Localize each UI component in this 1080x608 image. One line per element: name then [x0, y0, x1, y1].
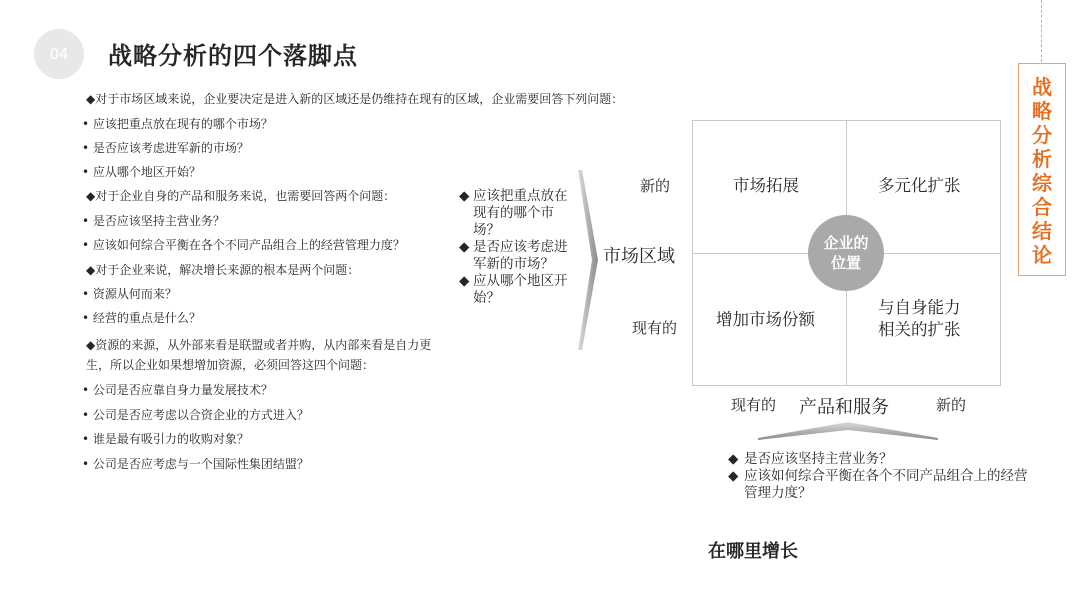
product-question-1: • 是否应该坚持主营业务？ — [82, 214, 225, 228]
callout-item-text: 应该把重点放在现有的哪个市场？ — [473, 188, 568, 238]
callout-item-text: 应该如何综合平衡在各个不同产品组合上的经营管理力度？ — [744, 468, 1028, 501]
resource-question-3: • 谁是最有吸引力的收购对象？ — [82, 432, 249, 446]
resource-question-2: • 公司是否应考虑以合资企业的方式进入？ — [82, 408, 309, 422]
x-axis-left-label: 现有的 — [731, 396, 777, 414]
market-question-3: • 应从哪个地区开始？ — [82, 165, 201, 179]
callout-item — [728, 468, 1028, 502]
growth-question-2: • 经营的重点是什么？ — [82, 311, 201, 325]
callout-item — [728, 451, 1028, 468]
side-label-connector — [1041, 0, 1042, 62]
market-questions-callout — [459, 188, 579, 307]
diamond-bullet-icon: ◆ — [728, 468, 739, 484]
resource-question-1: • 公司是否应靠自身力量发展技术？ — [82, 383, 273, 397]
x-axis-label: 产品和服务 — [799, 397, 889, 418]
side-label-text: 战略分析综合结论 — [1032, 75, 1052, 267]
diagram-caption: 在哪里增长 — [708, 541, 798, 562]
chevron-pointer-icon — [578, 170, 600, 350]
cell-market-share: 增加市场份额 — [716, 310, 815, 329]
callout-item — [459, 239, 579, 273]
diamond-bullet-icon: ◆ — [459, 273, 470, 289]
page-title: 战略分析的四个落脚点 — [108, 42, 358, 70]
resource-question-4: • 公司是否应考虑与一个国际性集团结盟？ — [82, 457, 309, 471]
growth-intro: ◆对于企业来说，解决增长来源的根本是两个问题： — [86, 263, 360, 277]
product-question-2: • 应该如何综合平衡在各个不同产品组合上的经营管理力度？ — [82, 238, 405, 252]
cell-diversification: 多元化扩张 — [878, 176, 961, 195]
section-number-badge: 04 — [34, 29, 84, 79]
company-position-circle — [808, 215, 884, 291]
y-axis-bottom-label: 现有的 — [632, 319, 678, 337]
market-question-2: • 是否应该考虑进军新的市场？ — [82, 141, 249, 155]
cell-market-expansion: 市场拓展 — [733, 176, 799, 195]
callout-item-text: 是否应该考虑进军新的市场？ — [473, 239, 568, 272]
market-question-1: • 应该把重点放在现有的哪个市场？ — [82, 117, 273, 131]
company-position-line2: 位置 — [830, 254, 861, 272]
cell-related-expansion — [878, 297, 961, 341]
wedge-pointer-icon — [758, 420, 938, 442]
product-intro: ◆对于企业自身的产品和服务来说，也需要回答两个问题： — [86, 189, 396, 203]
diamond-bullet-icon: ◆ — [728, 451, 739, 467]
company-position-line1: 企业的 — [823, 234, 869, 252]
product-questions-callout — [728, 451, 1028, 502]
cell-related-expansion-line2: 相关的扩张 — [878, 320, 961, 339]
cell-related-expansion-line1: 与自身能力 — [878, 298, 961, 317]
y-axis-label: 市场区域 — [603, 246, 675, 267]
growth-question-1: • 资源从何而来？ — [82, 287, 177, 301]
callout-item-text: 应从哪个地区开始？ — [473, 273, 568, 306]
resource-intro: ◆资源的来源，从外部来看是联盟或者并购，从内部来看是自力更生，所以企业如果想增加资源，必须回答这四个问题： — [86, 338, 432, 372]
side-label-box — [1018, 63, 1066, 276]
diamond-bullet-icon: ◆ — [459, 188, 470, 204]
diamond-bullet-icon: ◆ — [459, 239, 470, 255]
callout-item — [459, 273, 579, 307]
callout-item — [459, 188, 579, 239]
y-axis-top-label: 新的 — [640, 177, 671, 195]
market-intro: ◆对于市场区域来说，企业要决定是进入新的区域还是仍维持在现有的区域，企业需要回答下列问题： — [86, 92, 624, 106]
x-axis-right-label: 新的 — [936, 396, 967, 414]
callout-item-text: 是否应该坚持主营业务？ — [744, 451, 893, 467]
